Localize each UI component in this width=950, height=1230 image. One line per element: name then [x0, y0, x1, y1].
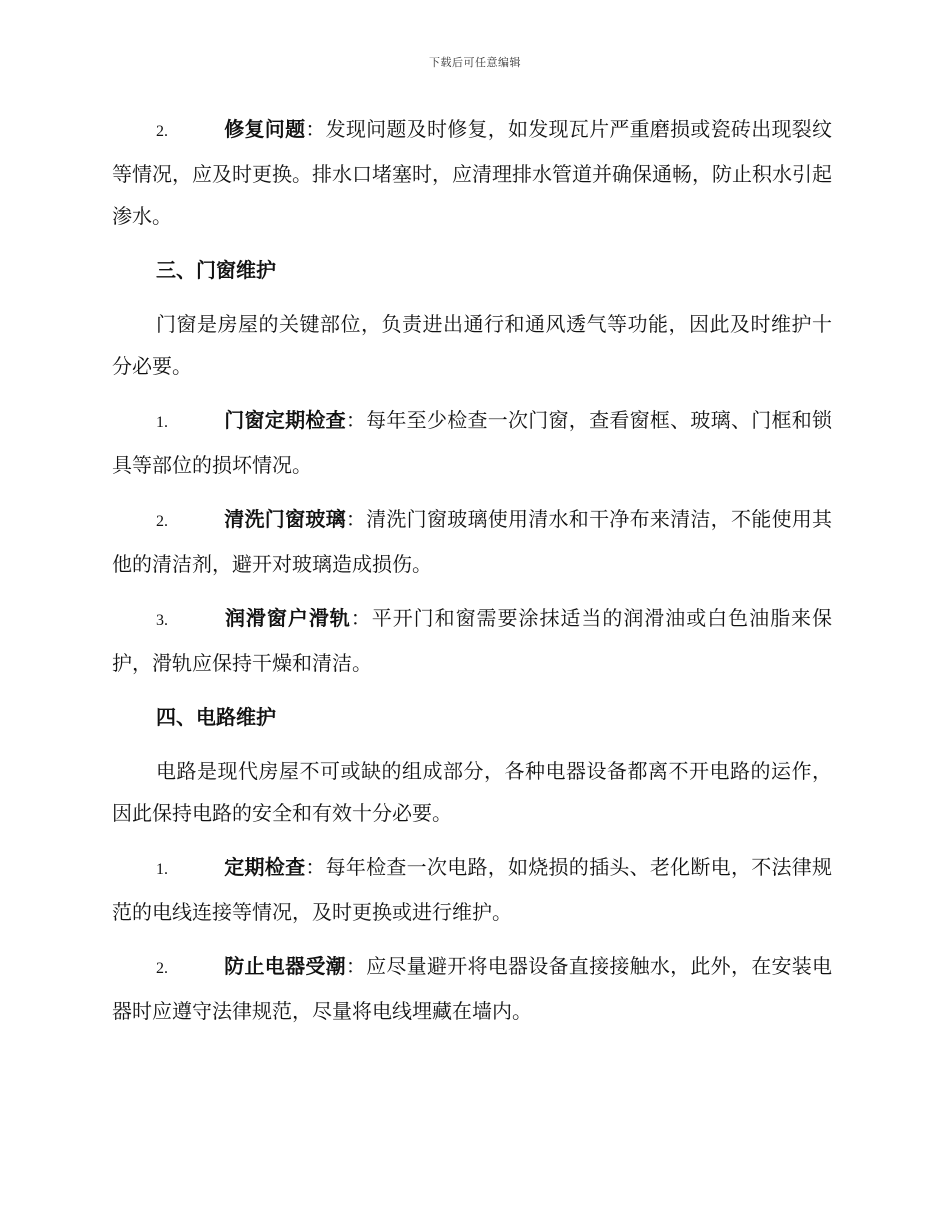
list-term: 门窗定期检查	[224, 408, 346, 432]
list-text: ：每年检查一次电路，如烧损的插头、老化断电，不法律规范的电线连接等情况，及时更换或进行维护。	[112, 855, 833, 924]
list-item-repair-issues	[112, 108, 832, 237]
list-number: 1.	[156, 414, 168, 431]
paragraph-doors-windows-intro: 门窗是房屋的关键部位，负责进出通行和通风透气等功能，因此及时维护十分必要。	[112, 312, 832, 378]
list-text: ：每年至少检查一次门窗，查看窗框、玻璃、门框和锁具等部位的损坏情况。	[112, 408, 833, 477]
list-number: 3.	[156, 612, 168, 629]
list-number: 1.	[156, 861, 168, 878]
list-term: 润滑窗户滑轨	[224, 606, 351, 630]
section-heading-circuits: 四、电路维护	[156, 705, 276, 729]
list-term: 修复问题	[224, 117, 306, 141]
list-text: ：平开门和窗需要涂抹适当的润滑油或白色油脂来保护，滑轨应保持干燥和清洁。	[112, 606, 833, 675]
list-term: 定期检查	[224, 855, 306, 879]
list-item-door-inspection	[112, 399, 832, 486]
list-item-clean-glass	[112, 498, 832, 585]
document-body	[112, 108, 832, 1044]
list-term: 防止电器受潮	[224, 954, 346, 978]
list-text: ：应尽量避开将电器设备直接接触水，此外，在安装电器时应遵守法律规范，尽量将电线埋藏在墙内。	[112, 954, 833, 1023]
list-text: ：清洗门窗玻璃使用清水和干净布来清洁，不能使用其他的清洁剂，避开对玻璃造成损伤。	[112, 507, 833, 576]
list-term: 清洗门窗玻璃	[224, 507, 346, 531]
list-item-prevent-moisture	[112, 945, 832, 1032]
list-item-circuit-inspection	[112, 846, 832, 933]
page-header: 下载后可任意编辑	[429, 56, 521, 69]
list-number: 2.	[156, 123, 168, 140]
section-heading-doors-windows: 三、门窗维护	[156, 258, 276, 282]
list-number: 2.	[156, 513, 168, 530]
list-item-lubricate-rails	[112, 597, 832, 684]
list-number: 2.	[156, 960, 168, 977]
paragraph-circuits-intro: 电路是现代房屋不可或缺的组成部分，各种电器设备都离不开电路的运作，因此保持电路的安全和有效十分必要。	[112, 759, 832, 825]
list-text: ：发现问题及时修复，如发现瓦片严重磨损或瓷砖出现裂纹等情况，应及时更换。排水口堵塞时，应清理排水管道并确保通畅，防止积水引起渗水。	[112, 117, 833, 228]
